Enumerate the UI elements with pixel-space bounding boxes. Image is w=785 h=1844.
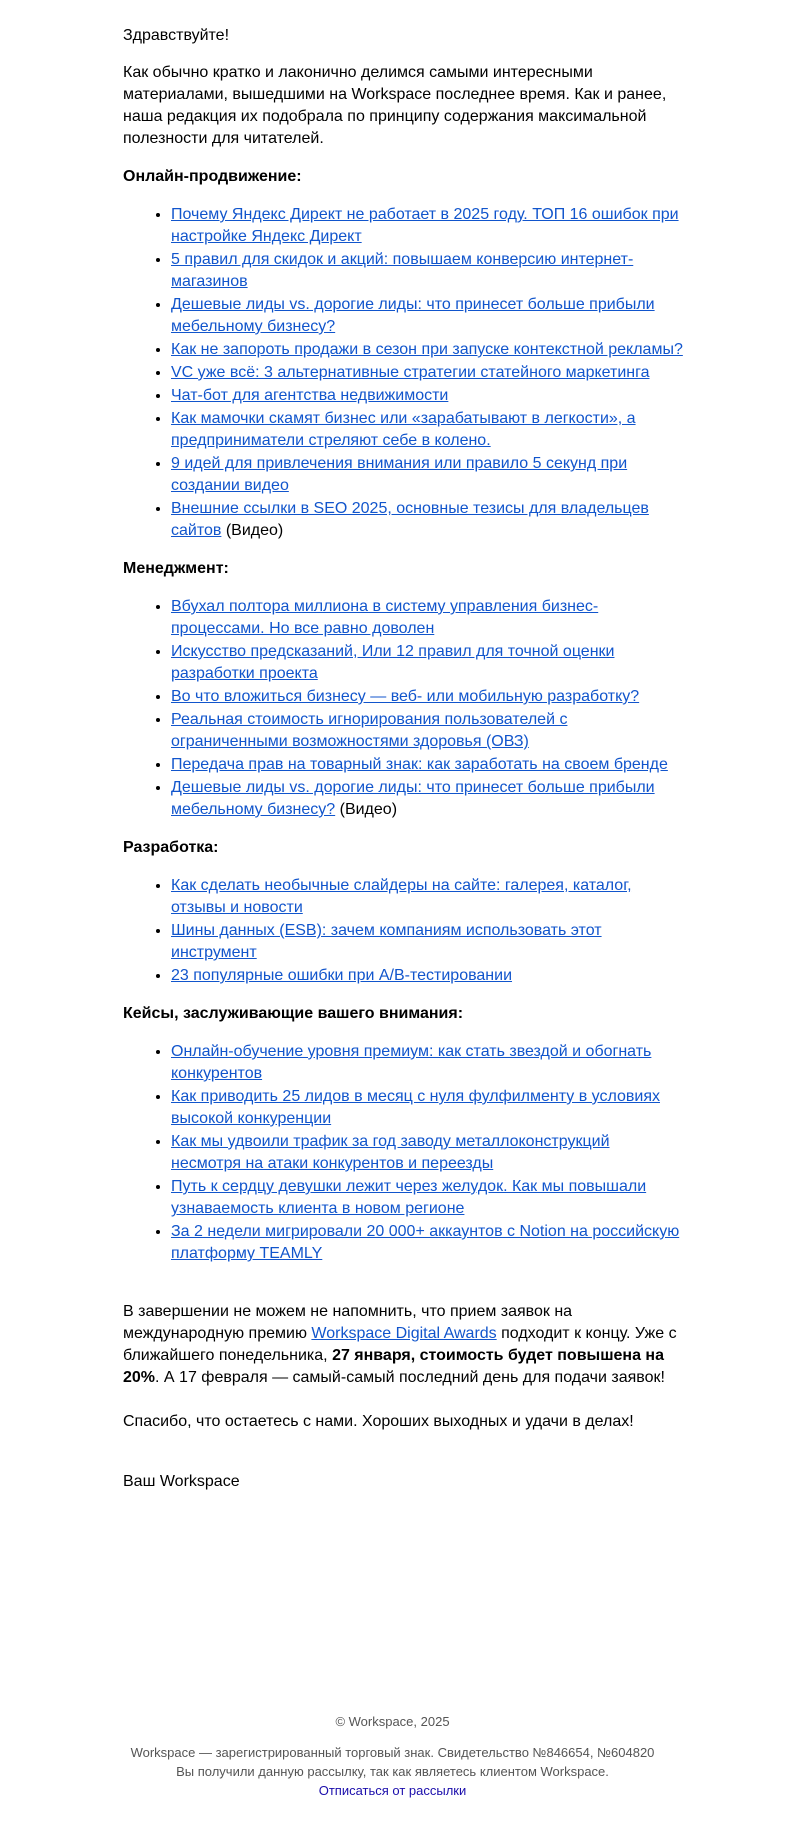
footer xyxy=(0,1712,785,1800)
article-link[interactable]: 23 популярные ошибки при A/B-тестировании xyxy=(171,967,513,984)
article-list xyxy=(123,596,683,821)
list-item xyxy=(171,498,683,542)
article-link[interactable]: Внешние ссылки в SEO 2025, основные тезисы для владельцев сайтов xyxy=(171,500,649,539)
signature: Ваш Workspace xyxy=(123,1473,240,1490)
section-title: Разработка: xyxy=(123,839,219,856)
list-item xyxy=(171,249,683,293)
list-item xyxy=(171,686,683,708)
section-title: Менеджмент: xyxy=(123,560,229,577)
thanks-paragraph: Спасибо, что остаетесь с нами. Хороших выходных и удачи в делах! xyxy=(123,1413,634,1430)
list-item xyxy=(171,385,683,407)
video-suffix: (Видео) xyxy=(335,801,398,818)
article-link[interactable]: Путь к сердцу девушки лежит через желудок. Как мы повышали узнаваемость клиента в новом регионе xyxy=(171,1178,647,1217)
list-item xyxy=(171,1041,683,1085)
intro-paragraph: Как обычно кратко и лаконично делимся самыми интересными материалами, вышедшими на Workspace последнее время. Как и ранее, наша редакция их подобрала по принципу содержания максимальной полезности для читателей. xyxy=(123,64,667,147)
section-title: Кейсы, заслуживающие вашего внимания: xyxy=(123,1005,464,1022)
list-item xyxy=(171,1131,683,1175)
article-link[interactable]: VC уже всё: 3 альтернативные стратегии статейного маркетинга xyxy=(171,364,650,381)
awards-link[interactable]: Workspace Digital Awards xyxy=(311,1325,497,1342)
article-link[interactable]: Как приводить 25 лидов в месяц с нуля фулфилменту в условиях высокой конкуренции xyxy=(171,1088,660,1127)
article-link[interactable]: Почему Яндекс Директ не работает в 2025 году. ТОП 16 ошибок при настройке Яндекс Директ xyxy=(171,206,679,245)
article-link[interactable]: Как мамочки скамят бизнес или «зарабатывают в легкости», а предприниматели стреляют себе в колено. xyxy=(171,410,636,449)
closing-bold-deadline: 27 января, стоимость будет повышена на 20% xyxy=(123,1347,664,1386)
article-link[interactable]: Во что вложиться бизнесу — веб- или мобильную разработку? xyxy=(171,688,640,705)
article-list xyxy=(123,204,683,542)
article-link[interactable]: Дешевые лиды vs. дорогие лиды: что принесет больше прибыли мебельному бизнесу? xyxy=(171,296,655,335)
list-item xyxy=(171,294,683,338)
footer-trademark: Workspace — зарегистрированный торговый знак. Свидетельство №846654, №604820 xyxy=(130,1745,655,1760)
article-link[interactable]: Передача прав на товарный знак: как заработать на своем бренде xyxy=(171,756,668,773)
list-item xyxy=(171,1221,683,1265)
list-item xyxy=(171,1086,683,1130)
list-item xyxy=(171,875,683,919)
article-link[interactable]: Дешевые лиды vs. дорогие лиды: что принесет больше прибыли мебельному бизнесу? xyxy=(171,779,655,818)
closing-text-1: В завершении не можем не напомнить, что прием заявок на международную премию xyxy=(123,1303,573,1342)
list-item xyxy=(171,965,683,987)
list-item xyxy=(171,408,683,452)
article-link[interactable]: Онлайн-обучение уровня премиум: как стать звездой и обогнать конкурентов xyxy=(171,1043,652,1082)
article-link[interactable]: Как не запороть продажи в сезон при запуске контекстной рекламы? xyxy=(171,341,683,358)
article-link[interactable]: Искусство предсказаний, Или 12 правил для точной оценки разработки проекта xyxy=(171,643,615,682)
closing-text-2: подходит к концу. Уже с ближайшего понедельника, xyxy=(123,1325,677,1364)
article-list xyxy=(123,1041,683,1265)
footer-copyright: © Workspace, 2025 xyxy=(335,1714,450,1729)
list-item xyxy=(171,641,683,685)
list-item xyxy=(171,709,683,753)
article-link[interactable]: Как мы удвоили трафик за год заводу металлоконструкций несмотря на атаки конкурентов и переезды xyxy=(171,1133,610,1172)
list-item xyxy=(171,453,683,497)
article-list xyxy=(123,875,683,987)
list-item xyxy=(171,1176,683,1220)
unsubscribe-link[interactable]: Отписаться от рассылки xyxy=(318,1783,467,1798)
closing-paragraph xyxy=(123,1301,683,1389)
article-link[interactable]: Реальная стоимость игнорирования пользователей с ограниченными возможностями здоровья (ОВЗ) xyxy=(171,711,568,750)
article-link[interactable]: Чат-бот для агентства недвижимости xyxy=(171,387,449,404)
list-item xyxy=(171,339,683,361)
list-item xyxy=(171,596,683,640)
section-title: Онлайн-продвижение: xyxy=(123,168,302,185)
email-body xyxy=(123,0,683,1493)
article-link[interactable]: Как сделать необычные слайдеры на сайте: галерея, каталог, отзывы и новости xyxy=(171,877,632,916)
article-sections xyxy=(123,166,683,1265)
article-link[interactable]: Вбухал полтора миллиона в систему управления бизнес-процессами. Но все равно доволен xyxy=(171,598,599,637)
list-item xyxy=(171,920,683,964)
list-item xyxy=(171,362,683,384)
closing-text-3: . А 17 февраля — самый-самый последний день для подачи заявок! xyxy=(155,1369,665,1386)
list-item xyxy=(171,777,683,821)
video-suffix: (Видео) xyxy=(221,522,284,539)
greeting: Здравствуйте! xyxy=(123,27,230,44)
list-item xyxy=(171,204,683,248)
article-link[interactable]: 9 идей для привлечения внимания или правило 5 секунд при создании видео xyxy=(171,455,628,494)
article-link[interactable]: Шины данных (ESB): зачем компаниям использовать этот инструмент xyxy=(171,922,602,961)
list-item xyxy=(171,754,683,776)
footer-reason: Вы получили данную рассылку, так как являетесь клиентом Workspace. xyxy=(176,1764,609,1779)
article-link[interactable]: За 2 недели мигрировали 20 000+ аккаунтов с Notion на российскую платформу TEAMLY xyxy=(171,1223,680,1262)
article-link[interactable]: 5 правил для скидок и акций: повышаем конверсию интернет-магазинов xyxy=(171,251,634,290)
